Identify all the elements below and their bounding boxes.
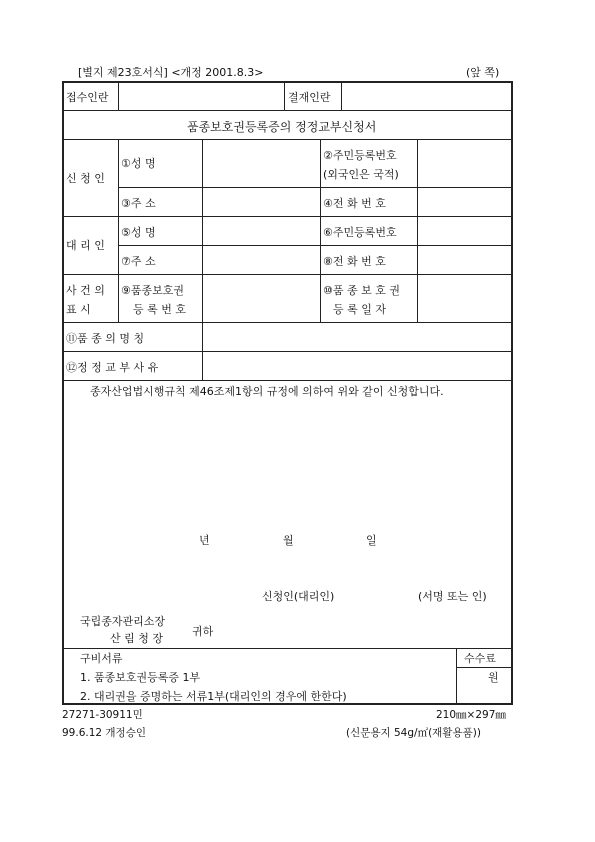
case-section-label-2: 표 시 [66, 303, 91, 316]
applicant-address-label: ③주 소 [121, 197, 156, 210]
required-documents-heading: 구비서류 [80, 652, 123, 665]
date-day-label: 일 [366, 534, 377, 547]
agent-phone-label: ⑧전 화 번 호 [323, 255, 386, 268]
registration-date-label-1: ⑩품 종 보 호 권 [323, 284, 400, 297]
case-section-label-1: 사 건 의 [66, 284, 105, 297]
applicant-phone-label: ④전 화 번 호 [323, 197, 386, 210]
agent-section-label: 대 리 인 [66, 239, 105, 252]
required-document-2: 2. 대리권을 증명하는 서류1부(대리인의 경우에 한한다) [80, 690, 347, 703]
registration-number-label-2: 등 록 번 호 [133, 303, 186, 316]
applicant-id-label: ②주민등록번호 [323, 149, 397, 162]
correction-reason-label: ⑫정 정 교 부 사 유 [66, 361, 159, 374]
page-side: (앞 쪽) [466, 66, 500, 79]
applicant-id-note: (외국인은 국적) [323, 168, 399, 181]
recipient-line-2: 산 림 청 장 [110, 632, 163, 645]
agent-name-label: ⑤성 명 [121, 226, 156, 239]
form-code: 27271-30911민 [62, 709, 143, 721]
agent-id-label: ⑥주민등록번호 [323, 226, 397, 239]
paper-spec: (신문용지 54g/㎡(재활용품)) [346, 727, 481, 739]
date-year-label: 년 [199, 534, 210, 547]
application-statement: 종자산업법시행규칙 제46조제1항의 규정에 의하여 위와 같이 신청합니다. [90, 385, 444, 398]
applicant-name-label: ①성 명 [121, 157, 156, 170]
applicant-signature-label: 신청인(대리인) [262, 590, 335, 603]
form-title: 품종보호권등록증의 정정교부신청서 [187, 120, 377, 134]
agent-address-label: ⑦주 소 [121, 255, 156, 268]
required-document-1: 1. 품종보호권등록증 1부 [80, 671, 201, 684]
recipient-honorific: 귀하 [192, 625, 214, 638]
fee-label: 수수료 [464, 652, 496, 665]
fee-unit: 원 [488, 671, 499, 684]
signature-note: (서명 또는 인) [418, 590, 487, 603]
applicant-section-label: 신 청 인 [66, 172, 105, 185]
approval-label: 결재인란 [288, 91, 331, 104]
registration-number-label-1: ⑨품종보호권 [121, 284, 184, 297]
form-id: [별지 제23호서식] <개정 2001.8.3> [78, 66, 264, 79]
recipient-line-1: 국립종자관리소장 [80, 615, 166, 628]
date-month-label: 월 [283, 534, 294, 547]
variety-name-label: ⑪품 종 의 명 칭 [66, 332, 145, 345]
approval-date: 99.6.12 개정승인 [62, 727, 146, 739]
registration-date-label-2: 등 록 일 자 [333, 303, 386, 316]
receipt-label: 접수인란 [66, 91, 109, 104]
paper-size: 210㎜×297㎜ [436, 709, 506, 721]
